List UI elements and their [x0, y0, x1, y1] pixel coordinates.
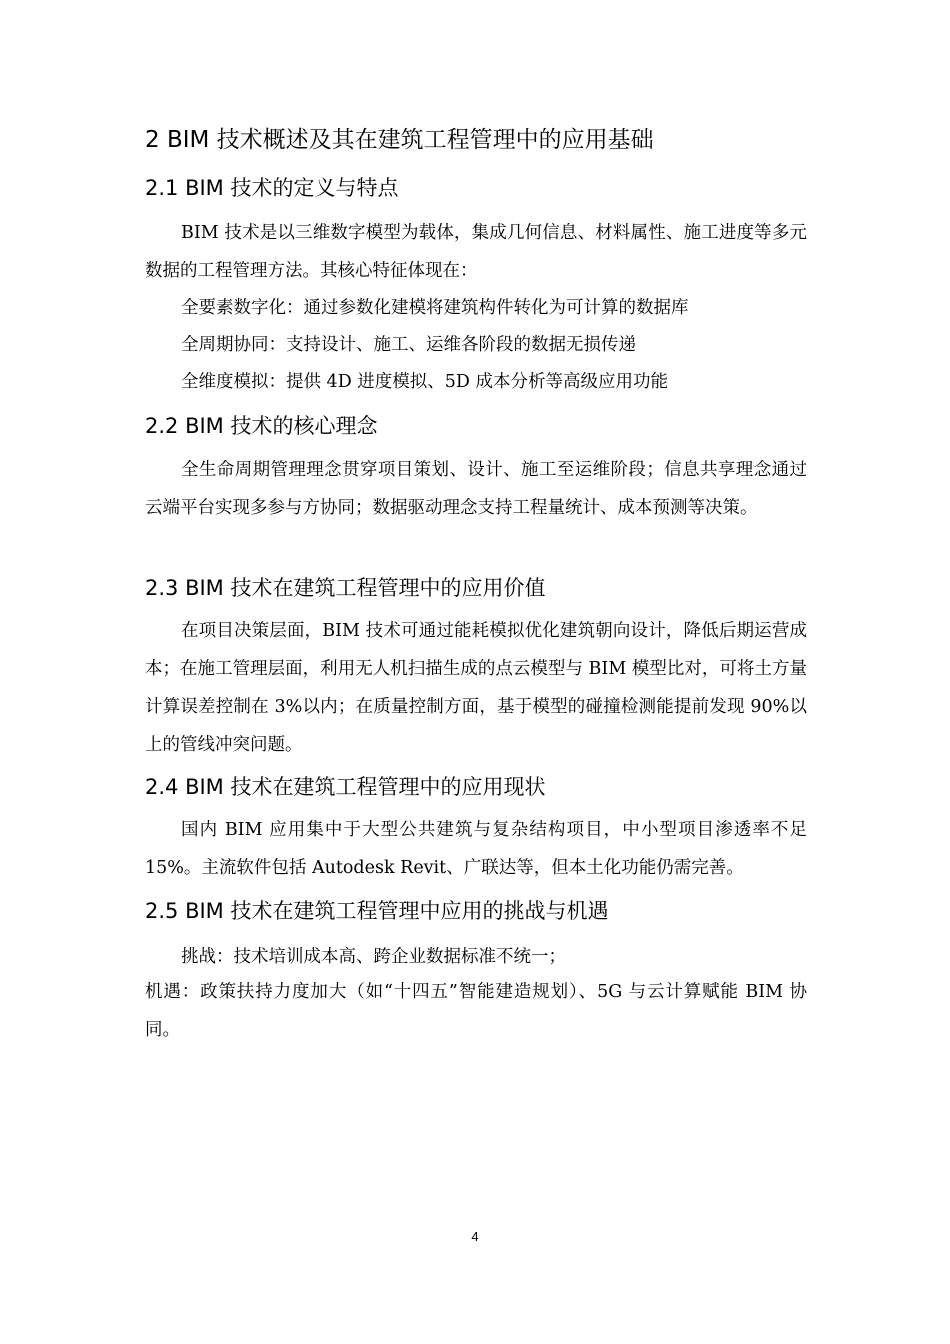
section-2-1-item-2: 全周期协同：支持设计、施工、运维各阶段的数据无损传递	[181, 335, 636, 355]
section-2-5-challenge: 挑战：技术培训成本高、跨企业数据标准不统一；	[181, 947, 566, 967]
section-2-2-title: 2.2 BIM 技术的核心理念	[145, 414, 378, 438]
section-2-4-body: 国内 BIM 应用集中于大型公共建筑与复杂结构项目，中小型项目渗透率不足 15%。主流软件包括 Autodesk Revit、广联达等，但本土化功能仍需完善。	[145, 820, 807, 878]
section-2-5-opportunity: 机遇：政策扶持力度加大（如“十四五”智能建造规划）、5G 与云计算赋能 BIM 协同。	[145, 982, 807, 1040]
section-2-3-title: 2.3 BIM 技术在建筑工程管理中的应用价值	[145, 576, 546, 600]
section-2-3-body: 在项目决策层面，BIM 技术可通过能耗模拟优化建筑朝向设计，降低后期运营成本；在施工管理层面，利用无人机扫描生成的点云模型与 BIM 模型比对，可将土方量计算误差控制在 3%以内；在质量控制方面，基于模型的碰撞检测能提前发现 90%以上的管线冲突问题。	[145, 621, 807, 755]
page-number: 4	[471, 1229, 479, 1244]
section-2-1-intro: BIM 技术是以三维数字模型为载体，集成几何信息、材料属性、施工进度等多元数据的工程管理方法。其核心特征体现在：	[145, 223, 807, 281]
section-2-1-item-3: 全维度模拟：提供 4D 进度模拟、5D 成本分析等高级应用功能	[181, 372, 669, 392]
section-2-1-title: 2.1 BIM 技术的定义与特点	[145, 176, 399, 200]
section-2-4-title: 2.4 BIM 技术在建筑工程管理中的应用现状	[145, 775, 546, 799]
section-2-1-item-1: 全要素数字化：通过参数化建模将建筑构件转化为可计算的数据库	[181, 298, 689, 318]
chapter-title: 2 BIM 技术概述及其在建筑工程管理中的应用基础	[145, 127, 654, 153]
section-2-2-body: 全生命周期管理理念贯穿项目策划、设计、施工至运维阶段；信息共享理念通过云端平台实现多参与方协同；数据驱动理念支持工程量统计、成本预测等决策。	[145, 460, 807, 518]
section-2-5-title: 2.5 BIM 技术在建筑工程管理中应用的挑战与机遇	[145, 899, 609, 923]
